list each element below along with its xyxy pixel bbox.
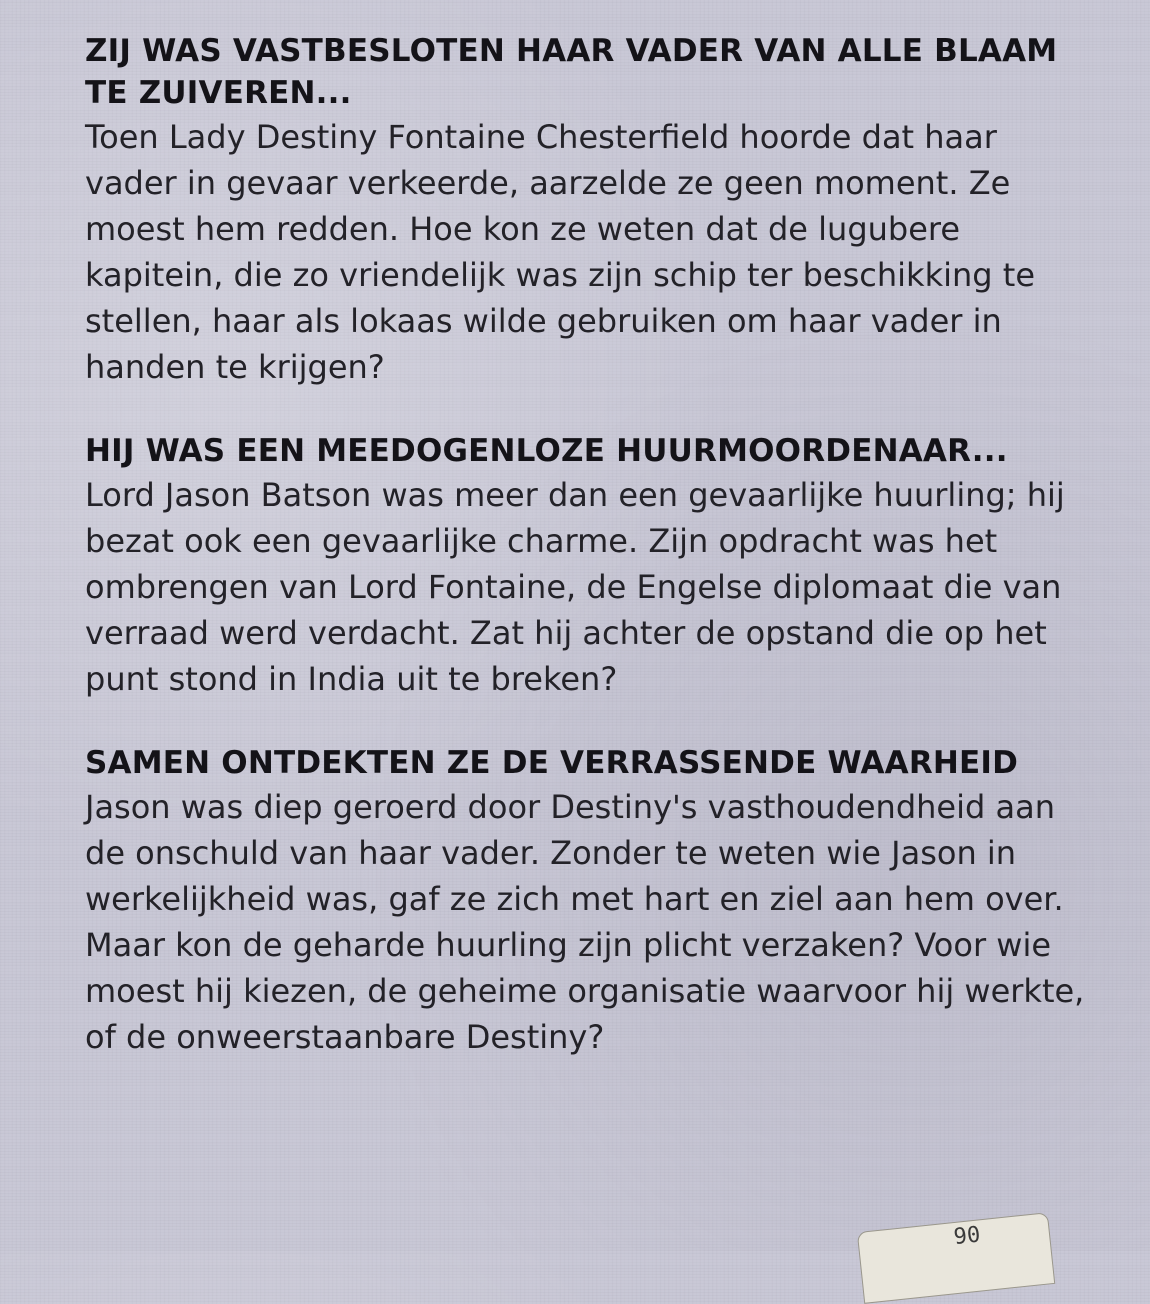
section-1-body: Toen Lady Destiny Fontaine Chesterfield hoorde dat haar vader in gevaar verkeerde, aarzelde ze geen moment. Ze moest hem redden. Hoe kon ze weten dat de lugubere kapitein, die zo vriendelijk was zijn schip ter beschikking te stellen, haar als lokaas wilde gebruiken om haar vader in handen te krijgen? xyxy=(85,118,1035,386)
section-3 xyxy=(85,742,1085,1060)
section-3-body: Jason was diep geroerd door Destiny's vasthoudendheid aan de onschuld van haar vader. Zonder te weten wie Jason in werkelijkheid was, gaf ze zich met hart en ziel aan hem over. Maar kon de geharde huurling zijn plicht verzaken? Voor wie moest hij kiezen, de geheime organisatie waarvoor hij werkte, of de onweerstaanbare Destiny? xyxy=(85,788,1085,1056)
section-2 xyxy=(85,430,1085,702)
section-3-heading: SAMEN ONTDEKTEN ZE DE VERRASSENDE WAARHEID xyxy=(85,745,1019,781)
back-cover-text xyxy=(85,30,1085,1100)
section-2-body: Lord Jason Batson was meer dan een gevaarlijke huurling; hij bezat ook een gevaarlijke charme. Zijn opdracht was het ombrengen van Lord Fontaine, de Engelse diplomaat die van verraad werd verdacht. Zat hij achter de opstand die op het punt stond in India uit te breken? xyxy=(85,476,1065,698)
section-2-heading: HIJ WAS EEN MEEDOGENLOZE HUURMOORDENAAR... xyxy=(85,433,1008,469)
section-1 xyxy=(85,30,1085,390)
section-1-heading: ZIJ WAS VASTBESLOTEN HAAR VADER VAN ALLE BLAAM TE ZUIVEREN... xyxy=(85,33,1058,111)
price-sticker-text: 90 xyxy=(952,1222,982,1251)
price-sticker xyxy=(857,1212,1055,1304)
